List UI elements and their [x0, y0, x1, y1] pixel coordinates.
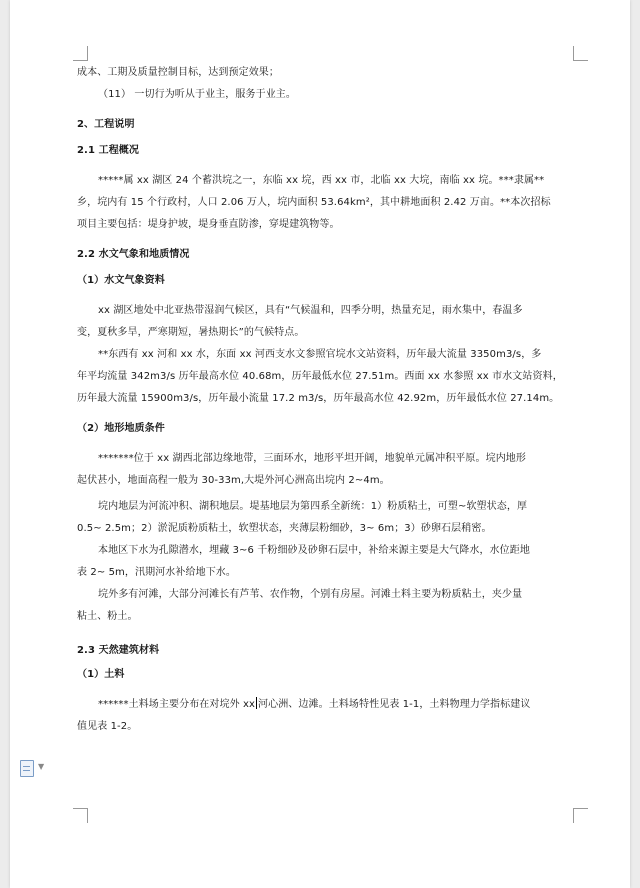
crop-mark-top-right — [573, 46, 588, 61]
heading-2-2-1: （1）水文气象资料 — [77, 275, 165, 286]
paragraph: xx 湖区地处中北亚热带湿润气候区，具有“气候温和，四季分明，热量充足，雨水集中，春温多 — [98, 305, 523, 316]
heading-section-2: 2、工程说明 — [77, 119, 135, 130]
paragraph: 本地区下水为孔隙潜水，埋藏 3~6 千粉细砂及砂卵石层中，补给来源主要是大气降水，水位距地 — [98, 545, 530, 556]
paragraph: 项目主要包括：堤身护坡，堤身垂直防渗，穿堤建筑物等。 — [77, 219, 340, 230]
paragraph: 0.5~ 2.5m；2）淤泥质粉质粘土，软塑状态，夹薄层粉细砂，3~ 6m；3）砂卵石层稍密。 — [77, 523, 492, 534]
paragraph: 历年最大流量 15900m3/s，历年最小流量 17.2 m3/s，历年最高水位 42.92m，历年最低水位 27.14m。 — [77, 393, 560, 404]
crop-mark-bottom-left — [73, 808, 88, 823]
paragraph — [77, 694, 577, 716]
paragraph: 起伏甚小，地面高程一般为 30-33m,大堤外河心洲高出垸内 2~4m。 — [77, 475, 390, 486]
document-body[interactable] — [77, 62, 577, 738]
paragraph: 成本、工期及质量控制目标，达到预定效果； — [77, 67, 279, 78]
paragraph-text: 河心洲、边滩。土料场特性见表 1-1，土料物理力学指标建议 — [258, 699, 531, 710]
paragraph-text: ******土料场主要分布在对垸外 xx — [98, 699, 256, 710]
heading-2-3: 2.3 天然建筑材料 — [77, 645, 160, 656]
paragraph: 乡，垸内有 15 个行政村，人口 2.06 万人，垸内面积 53.64km²，其中耕地面积 2.42 万亩。**本次招标 — [77, 197, 551, 208]
paragraph: *******位于 xx 湖西北部边缘地带，三面环水，地形平坦开阔，地貌单元属冲积平原。垸内地形 — [98, 453, 526, 464]
heading-2-2-2: （2）地形地质条件 — [77, 423, 165, 434]
heading-2-3-1: （1）土料 — [77, 669, 125, 680]
paragraph: 值见表 1-2。 — [77, 721, 138, 732]
heading-2-2: 2.2 水文气象和地质情况 — [77, 249, 190, 260]
paragraph: **东西有 xx 河和 xx 水，东面 xx 河西支水文参照官垸水文站资料，历年最大流量 3350m3/s，多 — [98, 349, 542, 360]
paragraph: 表 2~ 5m，汛期河水补给地下水。 — [77, 567, 237, 578]
paragraph: 变，夏秋多旱，严寒期短，暑热期长”的气候特点。 — [77, 327, 305, 338]
heading-2-1: 2.1 工程概况 — [77, 145, 139, 156]
document-page — [10, 0, 630, 888]
paragraph: 粘土、粉土。 — [77, 611, 138, 622]
document-icon[interactable] — [20, 760, 34, 777]
crop-mark-top-left — [73, 46, 88, 61]
paragraph: 垸内地层为河流冲积、湖积地层。堤基地层为第四系全新统：1）粉质粘土，可塑~软塑状态，厚 — [98, 501, 528, 512]
paragraph: *****属 xx 湖区 24 个蓄洪垸之一，东临 xx 垸，西 xx 市，北临 xx 大垸，南临 xx 垸。***隶属** — [98, 175, 545, 186]
paragraph: （11） 一切行为听从于业主，服务于业主。 — [98, 89, 297, 100]
paragraph: 年平均流量 342m3/s 历年最高水位 40.68m，历年最低水位 27.51m。西面 xx 水参照 xx 市水文站资料， — [77, 371, 563, 382]
crop-mark-bottom-right — [573, 808, 588, 823]
paragraph: 垸外多有河滩，大部分河滩长有芦苇、农作物，个别有房屋。河滩土料主要为粉质粘土，夹少量 — [98, 589, 523, 600]
text-cursor — [256, 697, 257, 709]
chevron-down-icon[interactable]: ▼ — [38, 762, 45, 771]
